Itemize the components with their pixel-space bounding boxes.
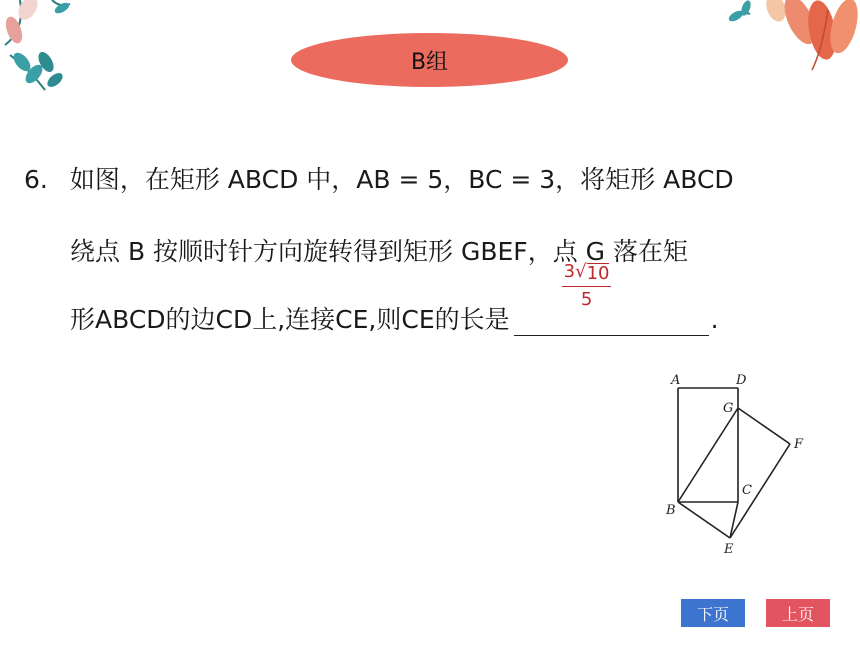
label-G: G <box>723 401 734 416</box>
radical-sign: √ <box>575 261 587 282</box>
label-B: B <box>666 503 676 518</box>
answer-radical <box>575 263 609 283</box>
segment-FE <box>730 444 790 538</box>
problem-text-1: 如图，在矩形 ABCD 中，AB = 5，BC = 3，将矩形 ABCD <box>69 165 734 194</box>
problem-line-1 <box>24 160 734 196</box>
leaf-decoration-top-left <box>0 0 90 95</box>
problem-text-2: 绕点 B 按顺时针方向旋转得到矩形 GBEF，点 G 落在矩 <box>70 237 688 266</box>
label-E: E <box>724 542 734 557</box>
question-number: 6. <box>24 165 48 194</box>
problem-line-3 <box>70 261 719 336</box>
group-label-pill <box>291 33 568 87</box>
leaf-decoration-top-right <box>720 0 860 90</box>
answer-numerator <box>562 263 612 287</box>
problem-end-period: . <box>710 305 719 334</box>
segment-GF <box>738 408 790 444</box>
segment-BG <box>678 408 738 502</box>
label-F: F <box>794 437 804 452</box>
answer-coefficient: 3 <box>563 261 576 282</box>
group-label-text: B组 <box>410 49 449 75</box>
label-C: C <box>742 483 752 498</box>
answer-fraction <box>562 263 612 309</box>
label-D: D <box>736 373 747 388</box>
answer-blank <box>514 261 709 336</box>
answer-denominator: 5 <box>580 289 593 310</box>
previous-page-button[interactable]: 上页 <box>766 599 830 627</box>
label-A: A <box>671 373 681 388</box>
segment-BE <box>678 502 730 538</box>
answer-radicand: 10 <box>586 263 610 284</box>
problem-text-3: 形ABCD的边CD上,连接CE,则CE的长是 <box>70 305 510 334</box>
geometry-figure <box>660 368 820 558</box>
next-page-button[interactable]: 下页 <box>681 599 745 627</box>
